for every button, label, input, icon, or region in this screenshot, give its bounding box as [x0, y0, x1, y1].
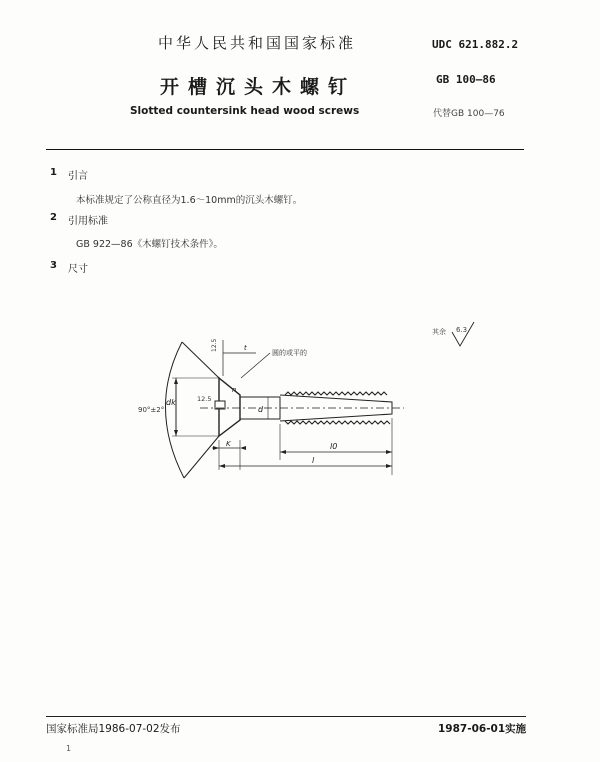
replaces-note: 代替GB 100—76 [433, 109, 505, 119]
label-dk: dk [166, 398, 176, 407]
implementation-date: 1987-06-01实施 [438, 723, 527, 735]
roughness-value: 6.3 [456, 326, 468, 334]
gb-number: GB 100—86 [436, 73, 496, 86]
section-1-body: 本标准规定了公称直径为1.6～10mm的沉头木螺钉。 [76, 195, 303, 206]
label-head-note: 圆的或平的 [272, 349, 307, 357]
label-roughness-head: 12.5 [197, 395, 212, 403]
page-number: 1 [66, 744, 72, 753]
section-1-number: 1 [50, 167, 57, 178]
roughness-label: 其余 [432, 328, 446, 336]
section-2-number: 2 [50, 212, 57, 223]
label-k: K [226, 440, 231, 448]
section-3-number: 3 [50, 260, 57, 271]
issue-date: 国家标准局1986-07-02发布 [46, 723, 181, 735]
udc-code: UDC 621.882.2 [432, 38, 519, 51]
section-2-title: 引用标准 [68, 216, 108, 227]
label-angle: 90°±2° [138, 406, 165, 414]
standard-org-title: 中华人民共和国国家标准 [158, 34, 357, 52]
section-2-body: GB 922—86《木螺钉技术条件》。 [76, 239, 223, 250]
label-d: d [258, 405, 264, 414]
footer-divider [46, 716, 526, 717]
label-t: t [244, 344, 247, 352]
head-angle-arc [165, 342, 184, 478]
label-l0: l0 [330, 442, 338, 451]
standard-title-cn: 开槽沉头木螺钉 [160, 76, 357, 98]
section-3-title: 尺寸 [68, 264, 88, 275]
label-l: l [312, 456, 315, 465]
standard-title-en: Slotted countersink head wood screws [130, 105, 360, 117]
section-1-title: 引言 [68, 171, 88, 182]
label-roughness-top: 12.5 [211, 338, 218, 352]
label-n: n [232, 386, 237, 394]
